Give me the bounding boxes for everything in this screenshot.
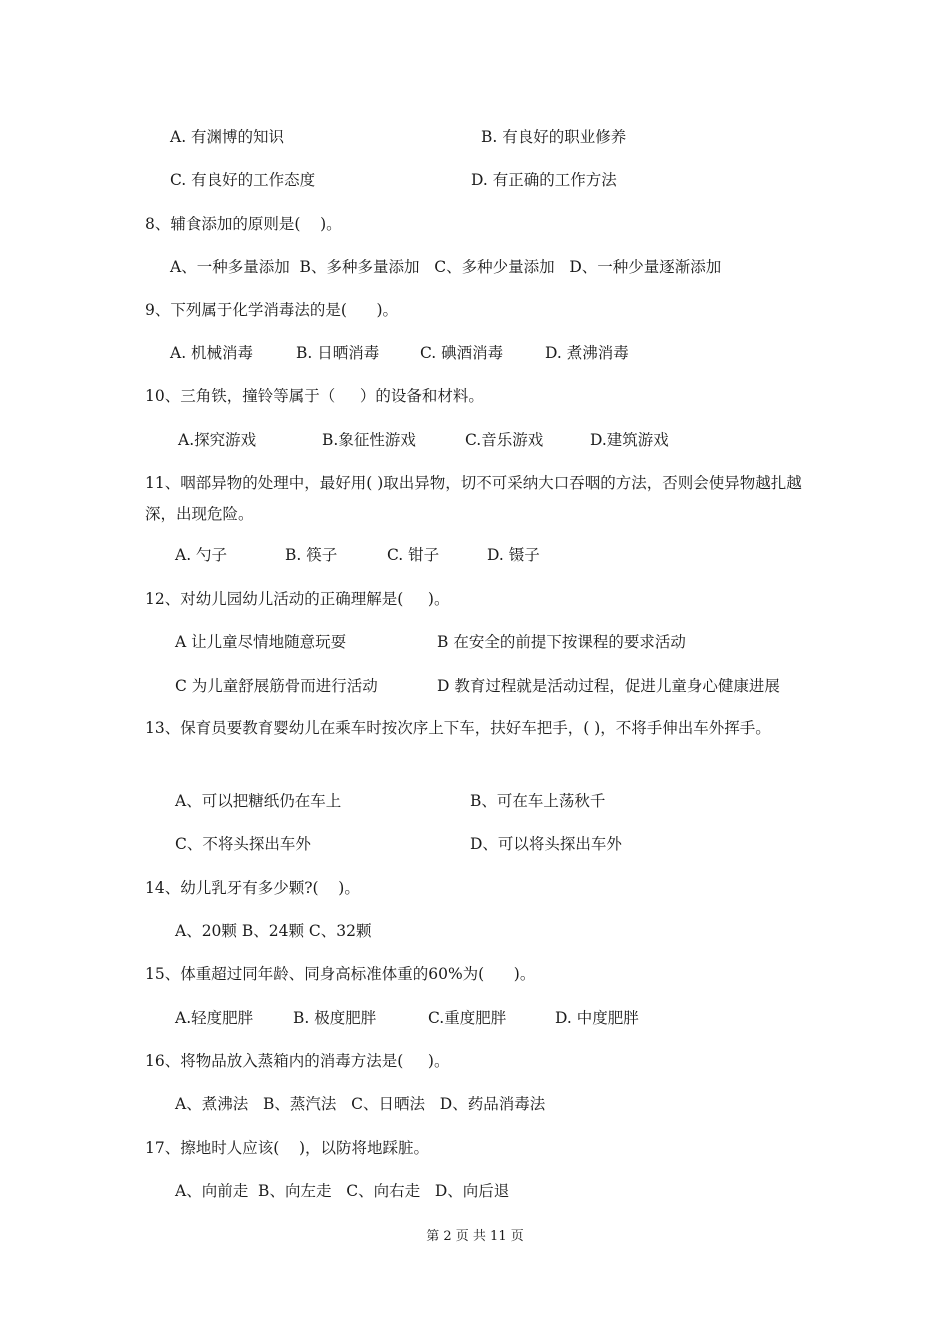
q9-option-c: C. 碘酒消毒 bbox=[420, 344, 504, 362]
q9-option-b: B. 日晒消毒 bbox=[296, 344, 380, 362]
q7-option-d: D. 有正确的工作方法 bbox=[471, 171, 617, 189]
q17-question: 17、擦地时人应该( )，以防将地踩脏。 bbox=[145, 1139, 430, 1157]
q7-option-a: A. 有渊博的知识 bbox=[170, 128, 285, 146]
q12-question: 12、对幼儿园幼儿活动的正确理解是( )。 bbox=[145, 590, 450, 608]
q10-option-c: C.音乐游戏 bbox=[465, 431, 544, 449]
q11-option-a: A. 勺子 bbox=[175, 546, 228, 564]
q15-option-c: C.重度肥胖 bbox=[428, 1009, 507, 1027]
q12-option-a: A 让儿童尽情地随意玩耍 bbox=[175, 633, 347, 651]
q15-question: 15、体重超过同年龄、同身高标准体重的60%为( )。 bbox=[145, 965, 536, 983]
q12-option-c: C 为儿童舒展筋骨而进行活动 bbox=[175, 677, 378, 695]
q15-option-d: D. 中度肥胖 bbox=[555, 1009, 639, 1027]
q15-option-a: A.轻度肥胖 bbox=[175, 1009, 254, 1027]
q12-option-d: D 教育过程就是活动过程，促进儿童身心健康进展 bbox=[437, 677, 780, 695]
q9-question: 9、下列属于化学消毒法的是( )。 bbox=[145, 301, 399, 319]
q10-question: 10、三角铁，撞铃等属于（ ）的设备和材料。 bbox=[145, 387, 484, 405]
page-number: 第 2 页 共 11 页 bbox=[426, 1229, 524, 1244]
q15-option-b: B. 极度肥胖 bbox=[293, 1009, 377, 1027]
q7-option-b: B. 有良好的职业修养 bbox=[481, 128, 627, 146]
q14-options: A、20颗 B、24颗 C、32颗 bbox=[175, 922, 372, 940]
q9-option-a: A. 机械消毒 bbox=[170, 344, 254, 362]
q11-option-d: D. 镊子 bbox=[487, 546, 540, 564]
q16-question: 16、将物品放入蒸箱内的消毒方法是( )。 bbox=[145, 1052, 450, 1070]
q13-option-a: A、可以把糖纸仍在车上 bbox=[175, 792, 342, 810]
q13-option-c: C、不将头探出车外 bbox=[175, 835, 311, 853]
q7-option-c: C. 有良好的工作态度 bbox=[170, 171, 316, 189]
q10-option-d: D.建筑游戏 bbox=[590, 431, 669, 449]
q8-question: 8、辅食添加的原则是( )。 bbox=[145, 215, 342, 233]
q11-option-b: B. 筷子 bbox=[285, 546, 338, 564]
q12-option-b: B 在安全的前提下按课程的要求活动 bbox=[437, 633, 686, 651]
q13-question: 13、保育员要教育婴幼儿在乘车时按次序上下车，扶好车把手，( )，不将手伸出车外挥手。 bbox=[145, 719, 771, 737]
q8-options: A、一种多量添加 B、多种多量添加 C、多种少量添加 D、一种少量逐渐添加 bbox=[170, 258, 722, 276]
q13-option-d: D、可以将头探出车外 bbox=[470, 835, 622, 853]
q16-options: A、煮沸法 B、蒸汽法 C、日晒法 D、药品消毒法 bbox=[175, 1095, 546, 1113]
q17-options: A、向前走 B、向左走 C、向右走 D、向后退 bbox=[175, 1182, 510, 1200]
q14-question: 14、幼儿乳牙有多少颗?( )。 bbox=[145, 879, 360, 897]
q11-question: 11、咽部异物的处理中，最好用( )取出异物，切不可采纳大口吞咽的方法，否则会使异物越扎越深，出现危险。 bbox=[145, 474, 802, 523]
q10-option-a: A.探究游戏 bbox=[178, 431, 257, 449]
q9-option-d: D. 煮沸消毒 bbox=[545, 344, 629, 362]
q10-option-b: B.象征性游戏 bbox=[322, 431, 416, 449]
q11-option-c: C. 钳子 bbox=[387, 546, 440, 564]
q13-option-b: B、可在车上荡秋千 bbox=[470, 792, 606, 810]
